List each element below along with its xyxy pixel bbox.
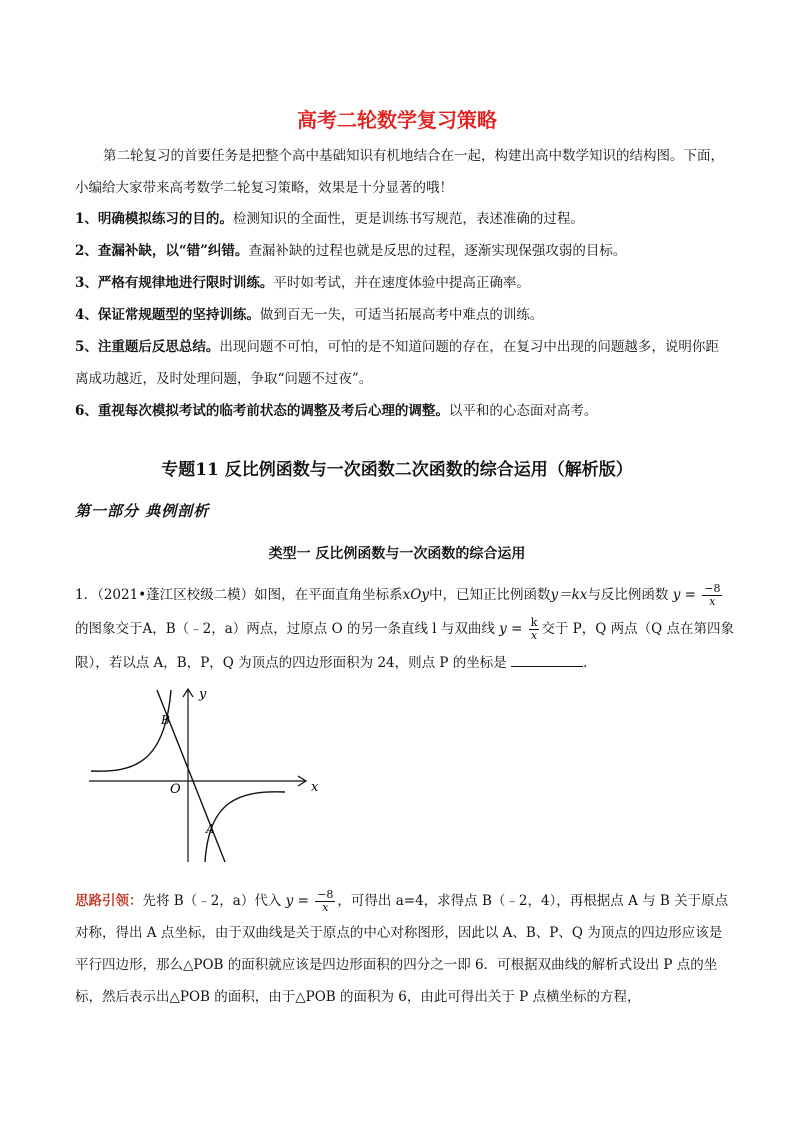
type-title: 类型一 反比例函数与一次函数的综合运用 — [268, 546, 526, 562]
intro-paragraph: 第二轮复习的首要任务是把整个高中基础知识有机地结合在一起，构建出高中数学知识的结构图。下面，小编给大家带来高考数学二轮复习策略，效果是十分显著的哦！ — [75, 148, 724, 196]
tip-item: 5、注重题后反思总结。出现问题不可怕，可怕的是不知道问题的存在，在复习中出现的问题越多，说明你距离成功越近，及时处理问题，争取“问题不过夜”。 — [75, 339, 719, 387]
tip-item: 6、重视每次模拟考试的临考前状态的调整及考后心理的调整。以平和的心态面对高考。 — [75, 403, 598, 419]
page-title: 高考二轮数学复习策略 — [297, 108, 497, 132]
origin-label: O — [170, 782, 181, 797]
section-title: 专题11 反比例函数与一次函数二次函数的综合运用（解析版） — [161, 460, 633, 480]
point-a-label: A — [206, 822, 215, 836]
answer-blank[interactable] — [511, 652, 583, 667]
x-axis-label: x — [311, 780, 319, 795]
tip-item: 1、明确模拟练习的目的。检测知识的全面性，更是训练书写规范，表述准确的过程。 — [75, 211, 584, 227]
tip-item: 4、保证常规题型的坚持训练。做到百无一失，可适当拓展高考中难点的训练。 — [75, 307, 544, 323]
hyperbola-branch-upper-left — [91, 690, 171, 771]
function-graph — [85, 684, 335, 866]
point-b-label: B — [161, 713, 170, 727]
fraction: $\frac{-8}{x}$ — [317, 888, 334, 914]
fraction: $\frac{k}{x}$ — [530, 616, 538, 642]
y-axis-label: y — [199, 687, 207, 702]
fraction: $\frac{-8}{x}$ — [704, 582, 721, 608]
hyperbola-branch-lower-right — [205, 792, 285, 862]
problem-text: 1．（2021•蓬江区校级二模）如图，在平面直角坐标系xOy中，已知正比例函数y＝kx与反比例函数 y = $\frac{-8}{x}$ 的图象交于A，B（﹣2，a）两点，过原点 O 的另一条直线 l 与双曲线 y = $\frac{k}{x}$ 交于 P，Q 两点（Q 点在第四象限），若以点 A，B，P，Q 为顶点的四边形面积为 24，则点 P 的坐标是 ． — [75, 582, 734, 671]
part-title: 第一部分 典例剖析 — [75, 502, 210, 520]
tips-list — [75, 203, 725, 427]
tip-item: 3、严格有规律地进行限时训练。平时如考试，并在速度体验中提高正确率。 — [75, 275, 530, 291]
tip-item: 2、查漏补缺，以“错”纠错。查漏补缺的过程也就是反思的过程，逐渐实现保强攻弱的目标。 — [75, 243, 627, 259]
hint-paragraph: 思路引领：先将 B（﹣2，a）代入 y = $\frac{-8}{x}$ ，可得出 a=4，求得点 B（﹣2，4），再根据点 A 与 B 关于原点对称，得出 A 点坐标，由于双曲线是关于原点的中心对称图形，因此以 A、B、P、Q 为顶点的四边形应该是平行四边形，那么△POB 的面积就应该是四边形面积的四分之一即 6．可根据双曲线的解析式设出 P 点的坐标，然后表示出△POB 的面积，由于△POB 的面积为 6，由此可得出关于 P 点横坐标的方程， — [75, 888, 729, 1005]
